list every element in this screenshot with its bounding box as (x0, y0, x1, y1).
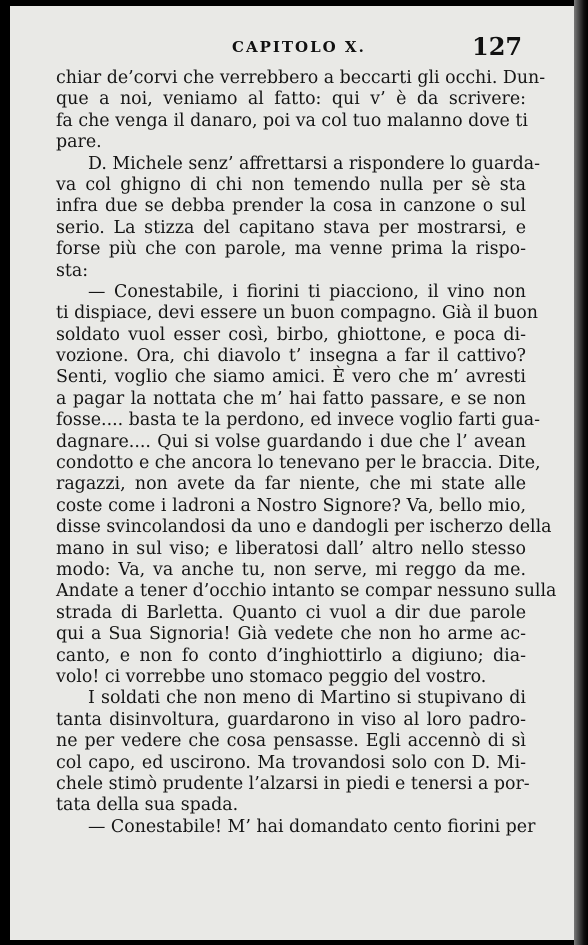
text-line: infra due se debba prender la cosa in canzone o sul (56, 196, 526, 217)
page-number: 127 (472, 32, 523, 61)
running-head: CAPITOLO X. (232, 38, 366, 56)
text-line: chele stimò prudente l’alzarsi in piedi e tenersi a por- (56, 773, 530, 794)
text-line: dagnare.... Qui si volse guardando i due che l’ avean (56, 431, 526, 452)
text-line: — Conestabile, i fiorini ti piacciono, il vino non (88, 281, 526, 302)
text-line: fosse.... basta te la perdono, ed invece voglio farti gua- (56, 410, 541, 431)
text-line: Senti, voglio che siamo amici. È vero che m’ avresti (56, 367, 526, 388)
text-line: que a noi, veniamo al fatto: qui v’ è da scrivere: (56, 89, 526, 110)
text-line: fa che venga il danaro, poi va col tuo malanno dove ti (56, 110, 528, 131)
page-header (10, 32, 576, 62)
text-line: forse più che con parole, ma venne prima la rispo- (56, 239, 526, 260)
text-line: pare. (56, 132, 102, 153)
text-line: modo: Va, va anche tu, non serve, mi reggo da me. (56, 559, 526, 580)
book-spine-shadow (574, 0, 588, 945)
text-line: ti dispiace, devi essere un buon compagno. Già il buon (56, 303, 538, 324)
text-line: chiar de’corvi che verrebbero a beccarti gli occhi. Dun- (56, 68, 546, 88)
text-line: tata della sua spada. (56, 795, 239, 816)
text-line: disse svincolandosi da uno e dandogli per ischerzo della (56, 517, 552, 538)
text-line: condotto e che ancora lo tenevano per le braccia. Dite, (56, 453, 541, 474)
text-line: I soldati che non meno di Martino si stupivano di (88, 688, 526, 709)
text-line: mano in sul viso; e liberatosi dall’ altro nello stesso (56, 538, 526, 559)
text-line: col capo, ed uscirono. Ma trovandosi solo con D. Mi- (56, 752, 526, 773)
text-line: vozione. Ora, chi diavolo t’ insegna a far il cattivo? (56, 346, 526, 367)
text-line: ragazzi, non avete da far niente, che mi state alle (56, 474, 526, 495)
text-line: canto, e non fo conto d’inghiottirlo a digiuno; dia- (56, 645, 526, 666)
body-text (56, 68, 557, 838)
text-line: serio. La stizza del capitano stava per mostrarsi, e (56, 217, 526, 238)
book-page (10, 6, 576, 940)
text-line: — Conestabile! M’ hai domandato cento fiorini per (88, 816, 536, 837)
text-line: Andate a tener d’occhio intanto se compar nessuno sulla (56, 581, 557, 602)
text-line: sta: (56, 260, 89, 281)
text-line: a pagar la nottata che m’ hai fatto passare, e se non (56, 388, 526, 409)
text-line: tanta disinvoltura, guardarono in viso al loro padro- (56, 709, 526, 730)
text-line: volo! ci vorrebbe uno stomaco peggio del vostro. (56, 666, 487, 687)
text-line: coste come i ladroni a Nostro Signore? Va, bello mio, (56, 495, 526, 516)
text-line: soldato vuol esser così, birbo, ghiottone, e poca di- (56, 324, 526, 345)
text-line: ne per vedere che cosa pensasse. Egli accennò di sì (56, 731, 526, 752)
text-line: qui a Sua Signoria! Già vedete che non ho arme ac- (56, 624, 526, 645)
text-line: va col ghigno di chi non temendo nulla per sè sta (56, 174, 526, 195)
text-line: strada di Barletta. Quanto ci vuol a dir due parole (56, 602, 526, 623)
text-line: D. Michele senz’ affrettarsi a rispondere lo guarda- (88, 153, 541, 174)
